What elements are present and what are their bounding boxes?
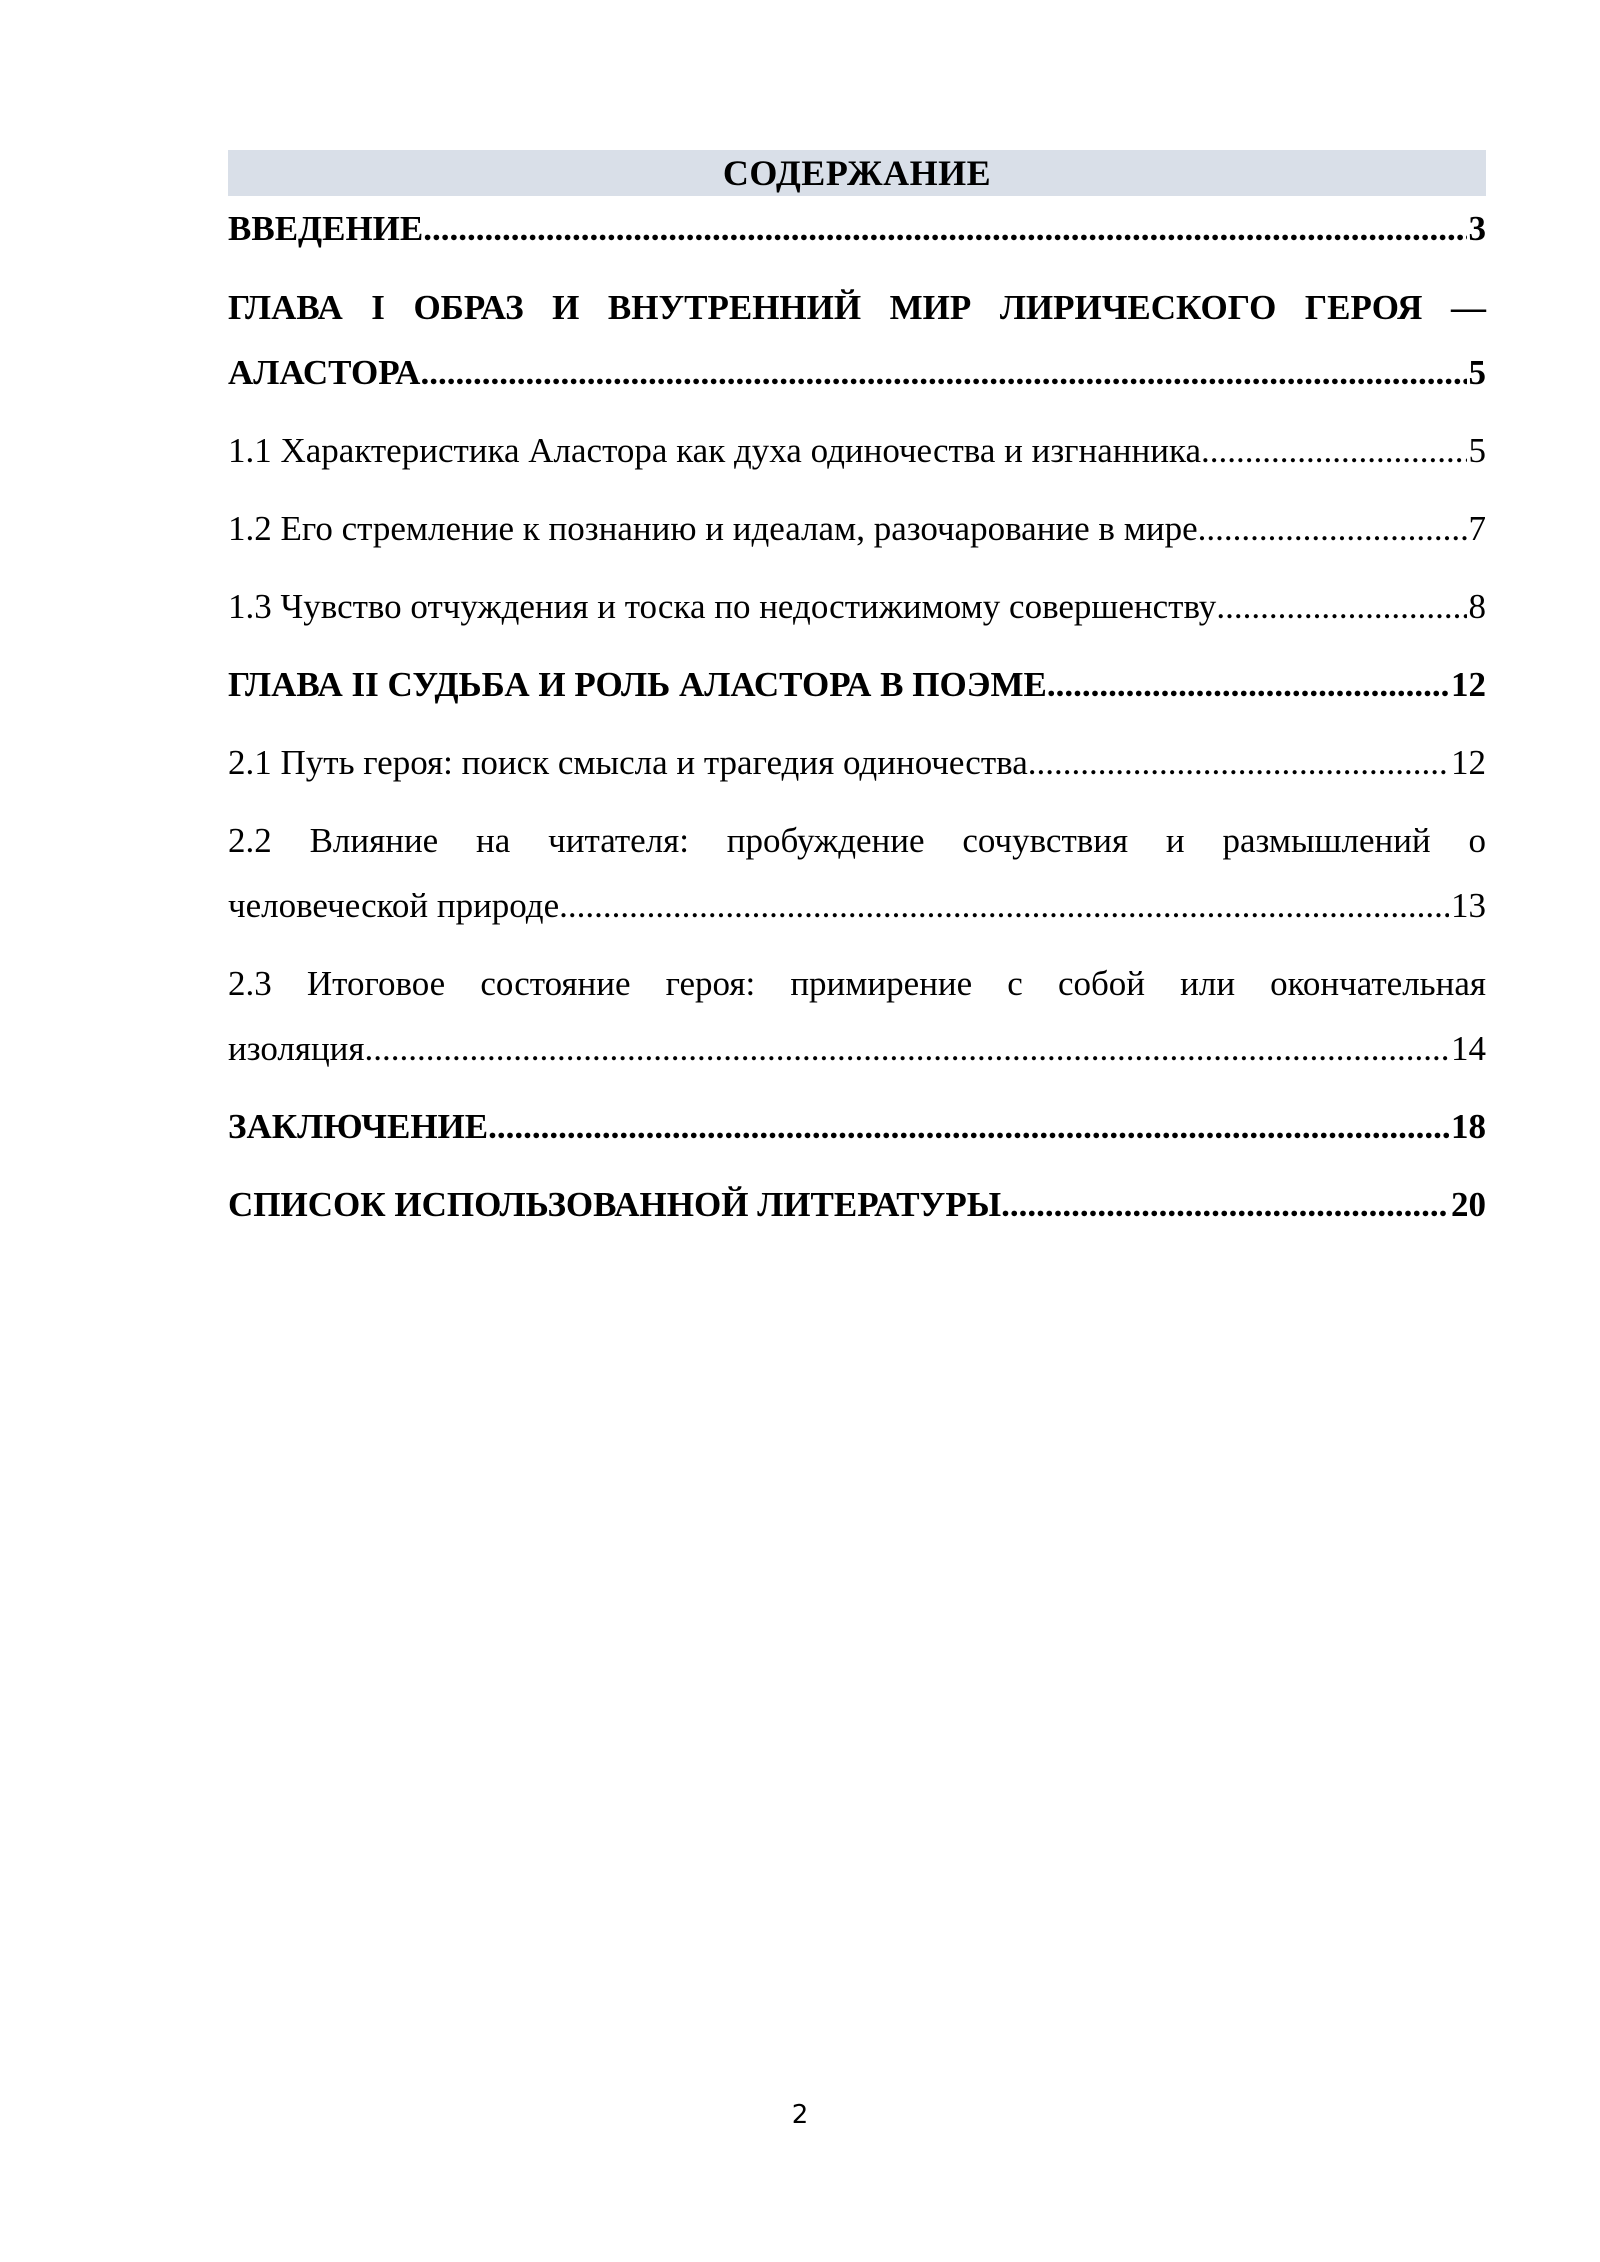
toc-leader-dots (1216, 574, 1466, 639)
toc-entry-title-line2: изоляция (228, 1029, 365, 1068)
toc-entry-chapter-1[interactable] (228, 275, 1486, 405)
toc-entry-title-line1: 2.3 Итоговое состояние героя: примирение с собой или окончательная (228, 964, 1486, 1003)
toc-entry-page: 7 (1468, 509, 1486, 548)
toc-entry-page: 12 (1451, 743, 1486, 782)
toc-leader-dots (1047, 652, 1449, 717)
toc-entry-title: ВВЕДЕНИЕ (228, 209, 424, 248)
toc-entry-section-1-1[interactable] (228, 418, 1486, 483)
toc-entry-title: ГЛАВА II СУДЬБА И РОЛЬ АЛАСТОРА В ПОЭМЕ (228, 665, 1047, 704)
toc-entry-page: 14 (1451, 1029, 1486, 1068)
toc-entry-title: СПИСОК ИСПОЛЬЗОВАННОЙ ЛИТЕРАТУРЫ (228, 1185, 1002, 1224)
toc-heading: СОДЕРЖАНИЕ (228, 150, 1486, 196)
toc-entry-title: 2.1 Путь героя: поиск смысла и трагедия одиночества (228, 743, 1028, 782)
toc-leader-dots (1198, 496, 1467, 561)
toc-entry-title: 1.3 Чувство отчуждения и тоска по недостижимому совершенству (228, 587, 1217, 626)
toc-leader-dots (488, 1094, 1449, 1159)
toc-entry-page: 20 (1451, 1185, 1486, 1224)
toc-entry-title-line2: человеческой природе (228, 886, 560, 925)
toc-entry-page: 13 (1451, 886, 1486, 925)
toc-entry-title-line2: АЛАСТОРА (228, 353, 421, 392)
toc-entry-title: 1.1 Характеристика Аластора как духа одиночества и изгнанника (228, 431, 1201, 470)
toc-entry-page: 12 (1451, 665, 1486, 704)
toc-leader-dots (1001, 1172, 1449, 1237)
toc-entry-section-2-1[interactable] (228, 730, 1486, 795)
toc-entry-page: 3 (1468, 209, 1486, 248)
toc-entry-page: 5 (1468, 353, 1486, 392)
toc-entry-title-line1: ГЛАВА I ОБРАЗ И ВНУТРЕННИЙ МИР ЛИРИЧЕСКОГО ГЕРОЯ — (228, 288, 1486, 327)
toc-leader-dots (423, 196, 1466, 261)
toc-leader-dots (559, 873, 1449, 938)
toc-entry-chapter-2[interactable] (228, 652, 1486, 717)
toc-entry-conclusion[interactable] (228, 1094, 1486, 1159)
toc-entry-section-2-3[interactable] (228, 951, 1486, 1081)
toc-leader-dots (365, 1016, 1449, 1081)
toc-leader-dots (1028, 730, 1449, 795)
page-number: 2 (791, 2100, 809, 2130)
table-of-contents (228, 150, 1486, 1237)
toc-entry-title: 1.2 Его стремление к познанию и идеалам, разочарование в мире (228, 509, 1198, 548)
toc-leader-dots (1201, 418, 1467, 483)
toc-entry-bibliography[interactable] (228, 1172, 1486, 1237)
toc-entry-introduction[interactable] (228, 196, 1486, 261)
toc-entry-page: 8 (1468, 587, 1486, 626)
toc-entry-page: 5 (1468, 431, 1486, 470)
toc-entry-section-2-2[interactable] (228, 808, 1486, 938)
toc-entry-section-1-3[interactable] (228, 574, 1486, 639)
toc-entry-title-line1: 2.2 Влияние на читателя: пробуждение сочувствия и размышлений о (228, 821, 1486, 860)
toc-leader-dots (420, 340, 1466, 405)
toc-entry-page: 18 (1451, 1107, 1486, 1146)
toc-entry-title: ЗАКЛЮЧЕНИЕ (228, 1107, 489, 1146)
toc-entry-section-1-2[interactable] (228, 496, 1486, 561)
